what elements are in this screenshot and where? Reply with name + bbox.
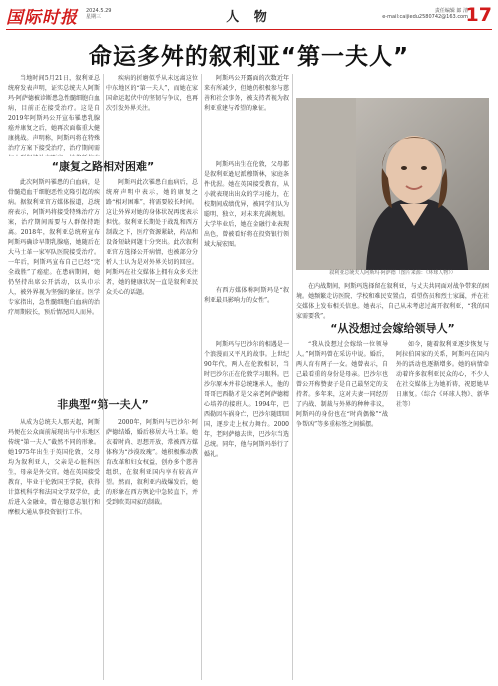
photo-caption: 叙利亚总统夫人阿斯玛·阿萨德（图片来源：《环球人物》） [329, 270, 456, 276]
issue-date: 2024.5.29 [86, 8, 112, 14]
column-3-section-a [204, 160, 289, 284]
portrait-illustration [296, 98, 489, 270]
paragraph: 如今，随着叙利亚逐步恢复与阿拉伯国家的关系，阿斯玛在国内外的活动也逐渐增多。她的病情牵动着许多叙利亚民众的心，不少人在社交媒体上为她祈祷，祝愿她早日康复。（综合《环球人物》、新华社等） [396, 341, 489, 408]
paragraph: 当地时间5月21日，叙利亚总统府发表声明，证实总统夫人阿斯玛·阿萨德被诊断患急性髓细胞白血病，目前正在接受治疗。这是自2019年阿斯玛公开宣布罹患乳腺癌并康复之后，她再次面临重大健康挑战。声明称，阿斯玛将在特殊治疗方案下接受治疗，治疗期间需 [8, 75, 100, 152]
column-3-top [204, 74, 289, 156]
newspaper-logo: 国际时报 [6, 8, 78, 28]
column-2-top [106, 74, 198, 156]
subheading-never-thought: “从没想过会嫁给领导人” [330, 322, 455, 335]
issue-weekday: 星期三 [86, 14, 102, 20]
paragraph: 有西方媒体称阿斯玛是“叙利亚最具影响力的女性”。 [204, 287, 289, 304]
column-divider [103, 74, 104, 680]
column-4-section-a [296, 282, 489, 322]
paragraph: 2000年，阿斯玛与巴沙尔·阿萨德结婚，婚后移居大马士革。她衣着时尚、思想开放，常被西方媒体称为“沙漠玫瑰”。她积极推动教育改革和妇女权益，创办多个慈善组织，在叙利亚国内享有较高声望。然而，叙利亚内战爆发后，她的形象在西方舆论中急转直下，并受到欧美国家的制裁。 [106, 419, 198, 506]
column-1-section-a [8, 178, 100, 390]
page-number: 17 [465, 4, 492, 26]
paragraph: 阿斯玛此次罹患白血病后，总统府声明中表示，她的康复之路“相对困难”，将需要较长时间。这让外界对她的身体状况再度表示担忧。叙利亚长期处于战乱和西方制裁之下，医疗资源紧缺，药品和设备短缺问题十分突出。此次叙利亚官方选择公开病情，也被部分分析人士认为是对外界关切的回应。阿斯玛在社交媒体上拥有众多关注者，她的健康状况一直是叙利亚民众关心的话题。 [106, 179, 198, 296]
column-2-section-b [106, 418, 198, 680]
paragraph: 阿斯玛出生在伦敦，父母都是叙利亚逊尼派穆斯林，家庭条件优渥。她在英国接受教育，从小就表现出出众的学习能力，在校期间成绩优异，被同学们认为聪明、独立，对未来充满规划。大学毕业后，她在金融行业表现出色，曾被看好将在投资银行领域大展宏图。 [204, 161, 289, 248]
subheading-atypical: 非典型“第一夫人” [57, 398, 149, 411]
portrait-photo [296, 98, 489, 270]
column-1-section-b [8, 418, 100, 680]
paragraph: 此次阿斯玛罹患的白血病，是骨髓造血干细胞恶性克隆引起的疾病。据叙利亚官方媒体报道，总统府表示，阿斯玛将接受特殊治疗方案，治疗期间需要与人群保持距离。2018年，叙利亚总统府宣布阿斯玛确诊早期乳腺癌，她随后在大马士革一家军队医院接受治疗。一年后，阿斯玛宣布自己已经“完全战胜”了癌症。在患病期间，她仍坚持出席公开活动，以头巾示人，被外界视为坚强的象征。医学专家指出，急性髓细胞白血病的治疗周期较长，预后情况因人而异。 [8, 179, 100, 316]
article-headline: 命运多舛的叙利亚“第一夫人” [88, 44, 410, 70]
editor-email: e-mail:caijiedu2580742@163.com [382, 14, 468, 20]
column-1-top [8, 74, 100, 156]
editor-info [382, 8, 468, 20]
editor-name: 责任编辑 郎 清 [434, 8, 468, 14]
section-title: 人 物 [226, 10, 272, 25]
paragraph: “我从没想过会嫁给一位领导人。”阿斯玛曾在采访中说。婚后，两人育有两子一女。她曾表示，自己最看重的身份是母亲。巴沙尔也曾公开称赞妻子是自己最坚定的支持者。多年来，这对夫妻一同经历了内战、制裁与外界的种种非议，阿斯玛的身份也在“时尚偶像”“战争帮凶”等多重标签之间摇摆。 [296, 341, 388, 428]
paragraph: 疾病的折磨似乎从未远离这位中东地区的“第一夫人”，而她在家国命运起伏中的坚韧与争议，也再次引发外界关注。 [106, 75, 198, 112]
column-5-section-c [396, 340, 489, 680]
column-3-note [204, 286, 289, 306]
subheading-recovery: “康复之路相对困难” [51, 160, 155, 173]
paragraph: 阿斯玛与巴沙尔的相遇是一个浪漫而又平凡的故事。上世纪90年代，两人在伦敦相识，当时巴沙尔正在伦敦学习眼科。巴沙尔原本并非总统继承人，他的哥哥巴西勒才是父亲老阿萨德精心培养的接班人。1994年，巴西勒因车祸身亡，巴沙尔随即回国，逐步走上权力舞台。2000年，老阿萨德去世，巴沙尔当选总统。同年，他与阿斯玛举行了婚礼。 [204, 341, 289, 458]
column-4-section-b [296, 340, 388, 680]
paragraph: 从成为总统夫人那天起，阿斯玛便在公众面前展现出与中东地区传统“第一夫人”截然不同的形象。她1975年出生于英国伦敦，父母均为叙利亚人，父亲是心脏科医生，母亲是外交官。她在英国接受教育，毕业于伦敦国王学院，获得计算机科学和法国文学双学位，此后进入金融业，曾在德意志银行和摩根大通从事投资银行工作。 [8, 419, 100, 516]
column-2-section-a [106, 178, 198, 390]
paragraph: 阿斯玛公开露面的次数近年来有所减少，但她仍积极参与慈善和社会事务，被支持者视为叙利亚重建与希望的象征。 [204, 75, 289, 112]
paragraph: 在内战期间，阿斯玛选择留在叙利亚，与丈夫共同面对战争带来的困境。她频繁走访医院、学校和难民安置点，看望伤员和烈士家属，并在社交媒体上发布相关信息。她表示，自己从未考虑过离开叙利亚，“我的国家需要我”。 [296, 283, 489, 320]
column-divider [201, 74, 202, 680]
masthead [6, 4, 492, 30]
column-3-section-c [204, 340, 289, 680]
column-divider [292, 74, 293, 680]
